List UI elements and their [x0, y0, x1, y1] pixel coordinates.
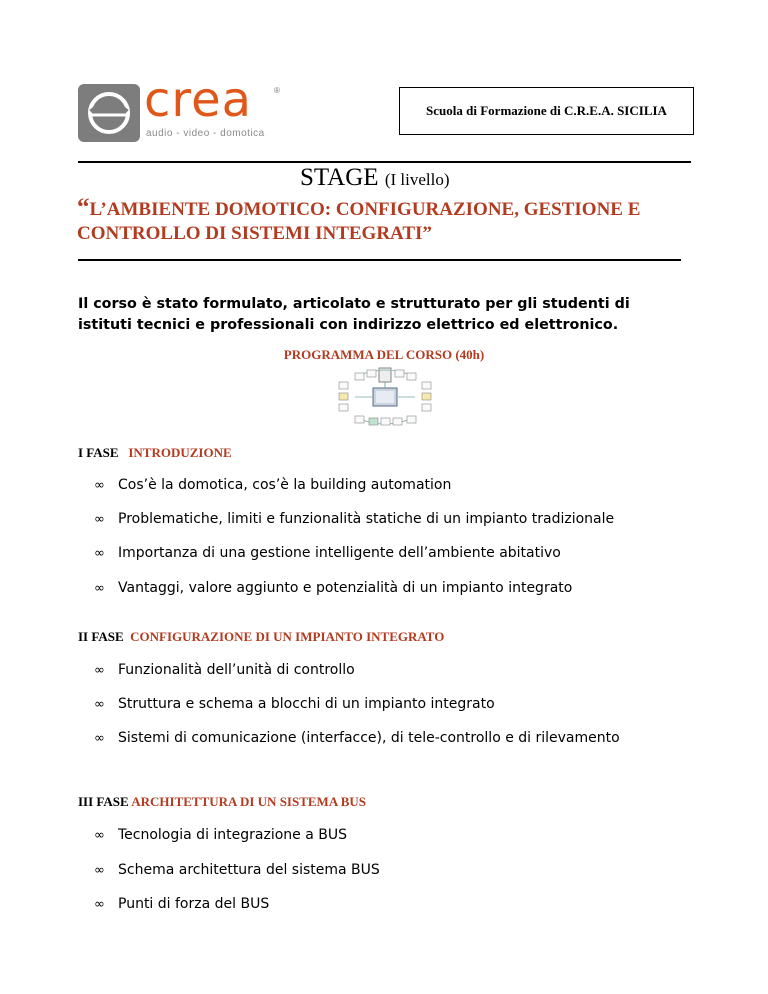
- phase-1-label: I FASE: [78, 445, 119, 460]
- phase-2-heading: [78, 629, 444, 645]
- crea-logo: [78, 72, 288, 142]
- logo-mark-icon: [78, 84, 140, 142]
- bullet-symbol: ∞: [94, 581, 105, 596]
- bullet-symbol: ∞: [94, 897, 105, 912]
- list-item: ∞ Importanza di una gestione intelligente dell’ambiente abitativo: [94, 545, 561, 561]
- title-open-quote: “: [77, 194, 90, 221]
- bottom-divider: [78, 259, 681, 261]
- bullet-symbol: ∞: [94, 863, 105, 878]
- list-item: ∞ Punti di forza del BUS: [94, 896, 270, 912]
- stage-heading: [300, 164, 449, 192]
- phase-2-label: II FASE: [78, 629, 124, 644]
- stage-main: STAGE: [300, 164, 379, 191]
- list-item: ∞ Struttura e schema a blocchi di un impianto integrato: [94, 696, 495, 712]
- school-name: Scuola di Formazione di C.R.E.A. SICILIA: [426, 103, 667, 118]
- list-item: ∞ Problematiche, limiti e funzionalità statiche di un impianto tradizionale: [94, 511, 615, 527]
- programma-heading: PROGRAMMA DEL CORSO (40h): [283, 347, 485, 362]
- school-name-box: [399, 87, 694, 135]
- list-item: ∞ Vantaggi, valore aggiunto e potenzialità di un impianto integrato: [94, 580, 573, 596]
- phase-3-heading: [78, 794, 366, 810]
- bullet-symbol: ∞: [94, 478, 105, 493]
- stage-level: (I livello): [384, 170, 450, 189]
- phase-1-title: INTRODUZIONE: [128, 445, 232, 460]
- logo-wordmark: crea: [144, 72, 253, 128]
- logo-tagline: audio - video - domotica: [146, 128, 265, 139]
- logo-registered-mark: ®: [274, 86, 280, 95]
- course-title: [77, 196, 697, 246]
- phase-1-heading: [78, 445, 232, 461]
- course-intro: [78, 294, 698, 336]
- bullet-symbol: ∞: [94, 697, 105, 712]
- domotics-diagram-image: [335, 366, 435, 428]
- phase-2-title: CONFIGURAZIONE DI UN IMPIANTO INTEGRATO: [130, 629, 445, 644]
- bullet-symbol: ∞: [94, 731, 105, 746]
- bullet-symbol: ∞: [94, 546, 105, 561]
- phase-3-label: III FASE: [78, 794, 129, 809]
- top-divider: [78, 161, 691, 163]
- bullet-symbol: ∞: [94, 663, 105, 678]
- list-item: ∞ Funzionalità dell’unità di controllo: [94, 662, 355, 678]
- list-item: ∞ Tecnologia di integrazione a BUS: [94, 827, 348, 843]
- list-item: ∞ Sistemi di comunicazione (interfacce), di tele-controllo e di rilevamento: [94, 730, 620, 746]
- bullet-symbol: ∞: [94, 512, 105, 527]
- title-line-2: CONTROLLO DI SISTEMI INTEGRATI”: [77, 223, 432, 244]
- bullet-symbol: ∞: [94, 828, 105, 843]
- intro-line-1: Il corso è stato formulato, articolato e strutturato per gli studenti di: [78, 296, 630, 312]
- list-item: ∞ Schema architettura del sistema BUS: [94, 862, 380, 878]
- list-item: ∞ Cos’è la domotica, cos’è la building automation: [94, 477, 452, 493]
- phase-3-title: ARCHITETTURA DI UN SISTEMA BUS: [131, 794, 367, 809]
- title-line-1: L’AMBIENTE DOMOTICO: CONFIGURAZIONE, GESTIONE E: [89, 199, 641, 220]
- intro-line-2: istituti tecnici e professionali con indirizzo elettrico ed elettronico.: [78, 317, 619, 333]
